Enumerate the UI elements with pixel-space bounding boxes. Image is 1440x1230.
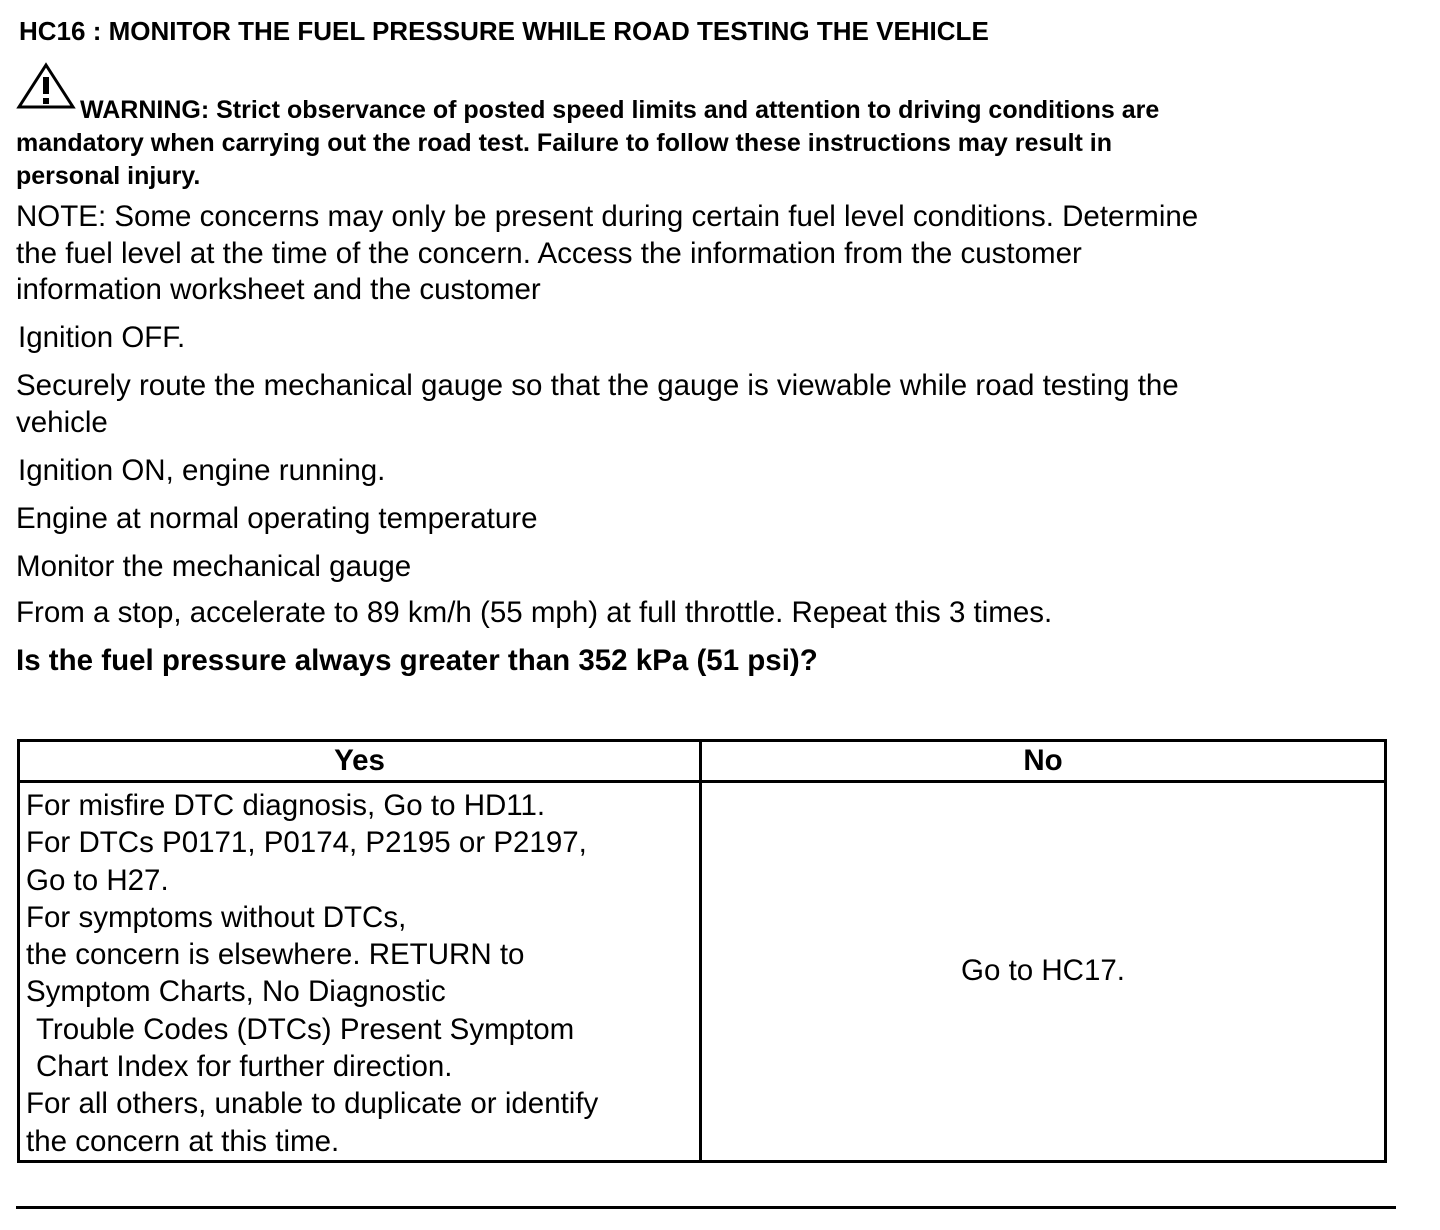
no-answer-cell: Go to HC17. — [701, 782, 1386, 1162]
answer-table-header-row — [19, 741, 1386, 782]
note-line-2: the fuel level at the time of the concern. Access the information from the customer — [16, 236, 1082, 270]
yes-answer-line: Symptom Charts, No Diagnostic — [26, 975, 446, 1009]
instruction-engine-temp: Engine at normal operating temperature — [16, 502, 538, 535]
bottom-divider — [16, 1206, 1396, 1209]
yes-answer-line: the concern is elsewhere. RETURN to — [26, 938, 525, 972]
note-line-1: NOTE: Some concerns may only be present during certain fuel level conditions. Determine — [16, 200, 1199, 233]
yes-answer-line: For misfire DTC diagnosis, Go to HD11. — [26, 789, 546, 822]
yes-answer-line: For all others, unable to duplicate or identify — [26, 1087, 599, 1121]
yes-answer-line: For symptoms without DTCs, — [26, 900, 407, 934]
instruction-monitor-gauge: Monitor the mechanical gauge — [16, 550, 412, 583]
yes-column-header: Yes — [19, 741, 701, 782]
instruction-route-gauge — [16, 367, 1406, 441]
note-block — [16, 199, 1406, 309]
yes-answer-line: For DTCs P0171, P0174, P2195 or P2197, — [26, 826, 587, 860]
note-line-3: information worksheet and the customer — [16, 273, 541, 306]
warning-text-line-2: mandatory when carrying out the road test. Failure to follow these instructions may result in — [16, 129, 1113, 157]
yes-answer-line: Trouble Codes (DTCs) Present Symptom — [36, 1012, 575, 1046]
instruction-ignition-off: Ignition OFF. — [18, 321, 186, 354]
answer-table — [17, 739, 1387, 1163]
step-title: HC16 : MONITOR THE FUEL PRESSURE WHILE ROAD TESTING THE VEHICLE — [19, 16, 989, 46]
instruction-ignition-on: Ignition ON, engine running. — [18, 454, 386, 487]
warning-triangle-icon — [16, 62, 76, 110]
warning-text-line-3: personal injury. — [16, 162, 201, 190]
warning-text-line-1: WARNING: Strict observance of posted speed limits and attention to driving conditions are — [80, 96, 1160, 124]
instruction-route-gauge-line-2: vehicle — [16, 406, 108, 439]
instruction-route-gauge-line-1: Securely route the mechanical gauge so that the gauge is viewable while road testing the — [16, 369, 1179, 402]
yes-answer-line: the concern at this time. — [26, 1124, 340, 1158]
answer-table-body-row — [19, 782, 1386, 1162]
instruction-accelerate: From a stop, accelerate to 89 km/h (55 mph) at full throttle. Repeat this 3 times. — [16, 596, 1053, 629]
warning-block — [16, 60, 1376, 193]
yes-answer-line: Chart Index for further direction. — [36, 1050, 453, 1084]
diagnostic-question: Is the fuel pressure always greater than 352 kPa (51 psi)? — [16, 644, 818, 677]
yes-answer-line: Go to H27. — [26, 863, 169, 897]
no-column-header: No — [701, 741, 1386, 782]
yes-answer-cell — [19, 782, 701, 1162]
